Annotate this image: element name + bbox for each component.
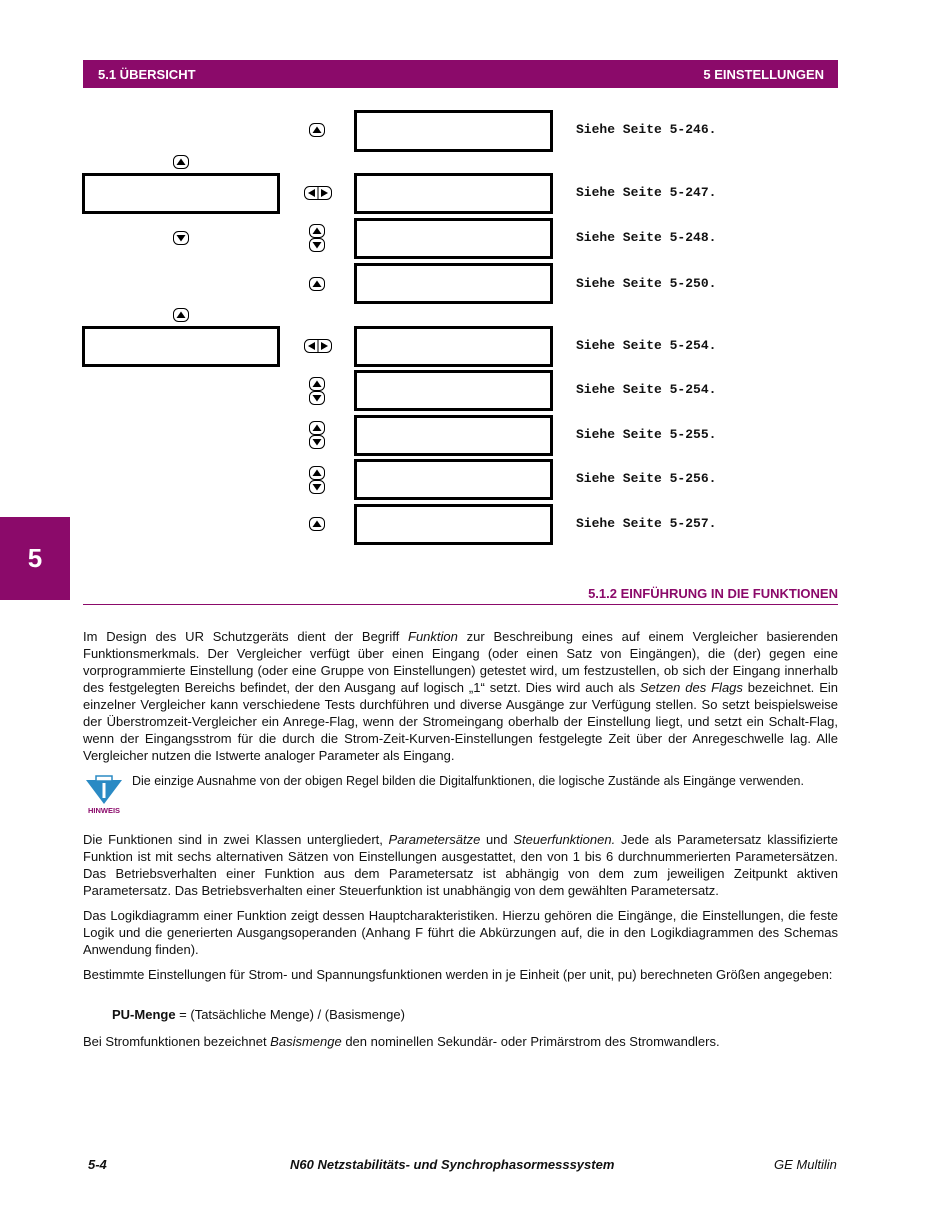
menu-line1 — [376, 213, 485, 214]
chapter-tab: 5 — [0, 517, 70, 600]
up-arrow-icon — [309, 123, 325, 137]
menu-item-testmodus-funktion — [354, 326, 553, 367]
up-down-arrow-icon — [309, 377, 325, 405]
up-down-arrow-icon — [309, 421, 325, 449]
paragraph-intro: Im Design des UR Schutzgeräts dient der Begriff Funktion zur Beschreibung eines auf einem Vergleicher basierenden Funktionsmerkmals. Der Vergleicher verfügt über einen Eingang (oder einen Satz von Eingängen), die (der) gegen eine vorprogrammierte Einstellung (oder eine Gruppe von Einstellungen) getestet wird, um festzustellen, ob sich der Eingang innerhalb des festgelegten Bereichs befindet, der den Ausgang auf logisch „1“ setzt. Dies wird auch als Setzen des Flags bezeichnet. Ein einzelner Vergleicher kann verschiedene Tests durchführen und diverse Ausgänge zur Verfügung stellen. So setzt beispielsweise der Überstromzeit-Vergleicher ein Anrege-Flag, wenn der Stromeingang oberhalb der Einstellung liegt, und setzt ein Schalt-Flag, wenn der Eingangsstrom für die durch die Strom-Zeit-Kurven-Einstellungen festgelegte Zeit über der Anregeschwelle lag. Alle Vergleicher nutzen die Istwerte analoger Parameter als Eingang. — [83, 629, 838, 763]
footer-title: N60 Netzstabilitäts- und Synchrophasormesssystem — [290, 1157, 615, 1172]
page-reference: Siehe Seite 5-250. — [576, 276, 717, 291]
menu-line1 — [376, 544, 407, 545]
menu-line1 — [376, 150, 446, 152]
paragraph-basismenge: Bei Stromfunktionen bezeichnet Basismenge den nominellen Sekundär- oder Primärstrom des Stromwandlers. — [83, 1034, 720, 1049]
menu-einstell-tests — [82, 326, 280, 367]
page-header — [83, 60, 838, 88]
menu-line1 — [376, 258, 509, 259]
left-right-arrow-icon — [304, 339, 332, 353]
up-arrow-icon — [173, 155, 189, 169]
header-chapter: 5 EINSTELLUNGEN — [703, 66, 824, 82]
page-reference: Siehe Seite 5-247. — [576, 185, 717, 200]
down-arrow-icon — [173, 231, 189, 245]
header-section: 5.1 ÜBERSICHT — [98, 66, 196, 82]
menu-line1 — [361, 409, 550, 411]
menu-item-dc-ma-eingaenge — [354, 173, 553, 214]
page-reference: Siehe Seite 5-254. — [576, 338, 717, 353]
note-text: Die einzige Ausnahme von der obigen Regel bilden die Digitalfunktionen, die logische Zustände als Eingänge verwenden. — [132, 774, 804, 788]
menu-item-testmodus-erzw — [354, 370, 553, 411]
up-arrow-icon — [173, 308, 189, 322]
left-right-arrow-icon — [304, 186, 332, 200]
up-down-arrow-icon — [309, 466, 325, 494]
page-reference: Siehe Seite 5-255. — [576, 427, 717, 442]
pu-formula: PU-Menge = (Tatsächliche Menge) / (Basismenge) — [112, 1007, 405, 1022]
up-arrow-icon — [309, 277, 325, 291]
menu-line1 — [376, 455, 462, 456]
menu-item-dc-ma-ausgaenge — [354, 263, 553, 304]
menu-line1 — [361, 365, 550, 367]
menu-item-kontaktausg-erzw — [354, 459, 553, 500]
menu-line1 — [113, 213, 175, 214]
note-label: HINWEIS — [87, 806, 121, 815]
menu-line1 — [113, 366, 175, 367]
page-reference: Siehe Seite 5-257. — [576, 516, 717, 531]
menu-item-tempsens-eingaenge — [354, 218, 553, 259]
paragraph-logic-diagram: Das Logikdiagramm einer Funktion zeigt dessen Hauptcharakteristiken. Hierzu gehören die Eingänge, die Einstellungen, die feste Logik und die generierten Ausgangsoperanden (Anhang F führt die Abkürzungen auf, die in den Logikdiagrammen des Schemas Anwendung finden). — [83, 908, 838, 957]
menu-einstell-messumformer — [82, 173, 280, 214]
footer-page-number: 5-4 — [88, 1157, 107, 1172]
up-down-arrow-icon — [309, 224, 325, 252]
page-reference: Siehe Seite 5-248. — [576, 230, 717, 245]
menu-line1 — [376, 303, 485, 304]
page-reference: Siehe Seite 5-256. — [576, 471, 717, 486]
paragraph-pu-settings: Bestimmte Einstellungen für Strom- und Spannungsfunktionen werden in je Einheit (per unit, pu) berechneten Größen angegeben: — [83, 967, 833, 982]
menu-item-pmu-testwerte — [354, 504, 553, 545]
menu-line1 — [376, 499, 462, 500]
section-title: 5.1.2 EINFÜHRUNG IN DIE FUNKTIONEN — [83, 586, 838, 605]
up-arrow-icon — [309, 517, 325, 531]
page-reference: Siehe Seite 5-254. — [576, 382, 717, 397]
paragraph-classes: Die Funktionen sind in zwei Klassen untergliedert, Parametersätze und Steuerfunktionen. Jede als Parametersatz klassifizierte Funktion ist mit sechs alternativen Sätzen von Einstellungen ausgestattet, den von 1 bis 6 durchnummerierten Parametersätzen. Das Betriebsverhalten einer Funktion aus dem Parametersatz ist abhängig von dem zum jeweiligen Zeitpunkt aktiven Parametersatz. Das Betriebsverhalten einer Steuerfunktion ist unabhängig von dem gewählten Parametersatz. — [83, 832, 838, 898]
menu-item-goose-uninteger — [354, 110, 553, 152]
page-reference: Siehe Seite 5-246. — [576, 122, 717, 137]
footer-company: GE Multilin — [774, 1157, 837, 1172]
menu-item-kontakteing-erzw — [354, 415, 553, 456]
